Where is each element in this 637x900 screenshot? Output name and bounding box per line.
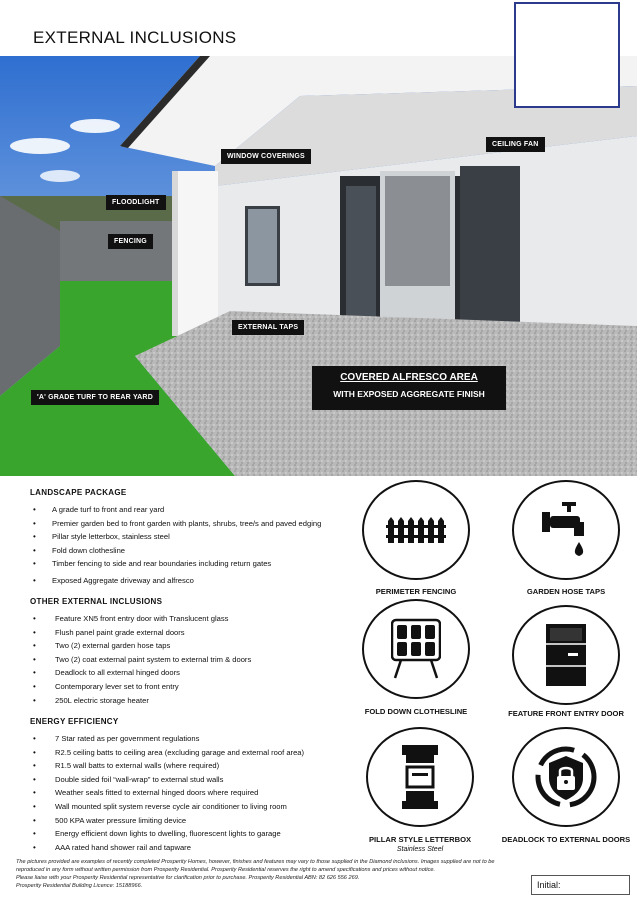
- list-item: • 7 Star rated as per government regulations: [30, 732, 304, 746]
- list-item: • Contemporary lever set to front entry: [30, 680, 251, 694]
- letterbox-icon: [398, 745, 442, 809]
- alfresco-photo: [0, 56, 637, 476]
- disclaimer-line: Prosperity Residential Building Licence: 15188966.: [16, 883, 143, 889]
- page-title: EXTERNAL INCLUSIONS: [33, 28, 237, 47]
- disclaimer-line: The pictures provided are examples of recently completed Prosperity Homes, however, finishes and features may vary to those supplied in the Diamond inclusions. Images supplied are not to be: [16, 859, 495, 865]
- other-inclusions-heading: OTHER EXTERNAL INCLUSIONS: [30, 597, 163, 606]
- taps-feature: [512, 480, 620, 580]
- tag-window-coverings: WINDOW COVERINGS: [221, 149, 311, 164]
- fence-icon: [386, 515, 446, 545]
- list-item: • Weather seals fitted to external hinged doors where required: [30, 786, 304, 800]
- deadlock-caption: DEADLOCK TO EXTERNAL DOORS: [501, 835, 631, 844]
- list-item: • Fold down clothesline: [30, 544, 321, 558]
- disclaimer-line: reproduced in any form without written permission from Prosperity Residential. Prosperity Residential reserves the right to amend specifications and prices without notice.: [16, 867, 436, 873]
- fence-feature: [362, 480, 470, 580]
- list-item: • Energy efficient down lights to dwelling, fluorescent lights to garage: [30, 827, 304, 841]
- landscape-heading: LANDSCAPE PACKAGE: [30, 488, 127, 497]
- fence-caption: PERIMETER FENCING: [375, 587, 457, 596]
- list-item: • Two (2) external garden hose taps: [30, 639, 251, 653]
- list-item: • Pillar style letterbox, stainless steel: [30, 530, 321, 544]
- door-icon: [544, 624, 588, 686]
- tag-external-taps: EXTERNAL TAPS: [232, 320, 304, 335]
- tag-floodlight: FLOODLIGHT: [106, 195, 166, 210]
- tag-ceiling-fan: CEILING FAN: [486, 137, 545, 152]
- alfresco-banner: [312, 366, 506, 410]
- energy-heading: ENERGY EFFICIENCY: [30, 717, 119, 726]
- deadlock-feature: [512, 727, 620, 827]
- list-item: • R1.5 wall batts to external walls (where required): [30, 759, 304, 773]
- initial-field[interactable]: Initial:: [531, 875, 630, 895]
- landscape-list: [30, 503, 321, 588]
- alfresco-title: COVERED ALFRESCO AREA: [340, 372, 478, 383]
- list-item: • R2.5 ceiling batts to ceiling area (excluding garage and external roof area): [30, 746, 304, 760]
- tag-fencing: FENCING: [108, 234, 153, 249]
- list-item: • 250L electric storage heater: [30, 694, 251, 708]
- list-item: • Feature XN5 front entry door with Translucent glass: [30, 612, 251, 626]
- disclaimer: [16, 858, 606, 890]
- clothesline-feature: [362, 599, 470, 699]
- disclaimer-line: Please liaise with your Prosperity Residential representative for clarification prior to purchase. Prosperity Residential ABN: 82 626 556 269.: [16, 875, 360, 881]
- list-item: • Timber fencing to side and rear boundaries including return gates: [30, 557, 321, 571]
- list-item: • Flush panel paint grade external doors: [30, 626, 251, 640]
- energy-list: [30, 732, 304, 854]
- list-item: • Deadlock to all external hinged doors: [30, 666, 251, 680]
- list-item: • A grade turf to front and rear yard: [30, 503, 321, 517]
- lock-shield-icon: [535, 746, 597, 808]
- door-feature: [512, 605, 620, 705]
- letterbox-subcaption: Stainless Steel: [396, 846, 444, 853]
- door-caption: FEATURE FRONT ENTRY DOOR: [508, 709, 624, 718]
- other-inclusions-list: [30, 612, 251, 707]
- letterbox-caption: PILLAR STYLE LETTERBOX: [368, 835, 472, 844]
- list-item: • Exposed Aggregate driveway and alfresco: [30, 574, 321, 588]
- taps-caption: GARDEN HOSE TAPS: [526, 587, 606, 596]
- logo-placeholder: [514, 2, 620, 108]
- alfresco-subtitle: WITH EXPOSED AGGREGATE FINISH: [333, 389, 485, 399]
- list-item: • 500 KPA water pressure limiting device: [30, 814, 304, 828]
- list-item: • Wall mounted split system reverse cycle air conditioner to living room: [30, 800, 304, 814]
- list-item: • Two (2) coat external paint system to external trim & doors: [30, 653, 251, 667]
- list-item: • Premier garden bed to front garden with plants, shrubs, tree/s and paved edging: [30, 517, 321, 531]
- letterbox-feature: [366, 727, 474, 827]
- list-item: • Double sided foil “wall-wrap” to external stud walls: [30, 773, 304, 787]
- house-illustration: [0, 56, 637, 476]
- list-item: • AAA rated hand shower rail and tapware: [30, 841, 304, 855]
- clothesline-caption: FOLD DOWN CLOTHESLINE: [364, 707, 468, 716]
- tap-icon: [538, 500, 594, 560]
- clothesline-icon: [391, 618, 441, 680]
- tag-turf: 'A' GRADE TURF TO REAR YARD: [31, 390, 159, 405]
